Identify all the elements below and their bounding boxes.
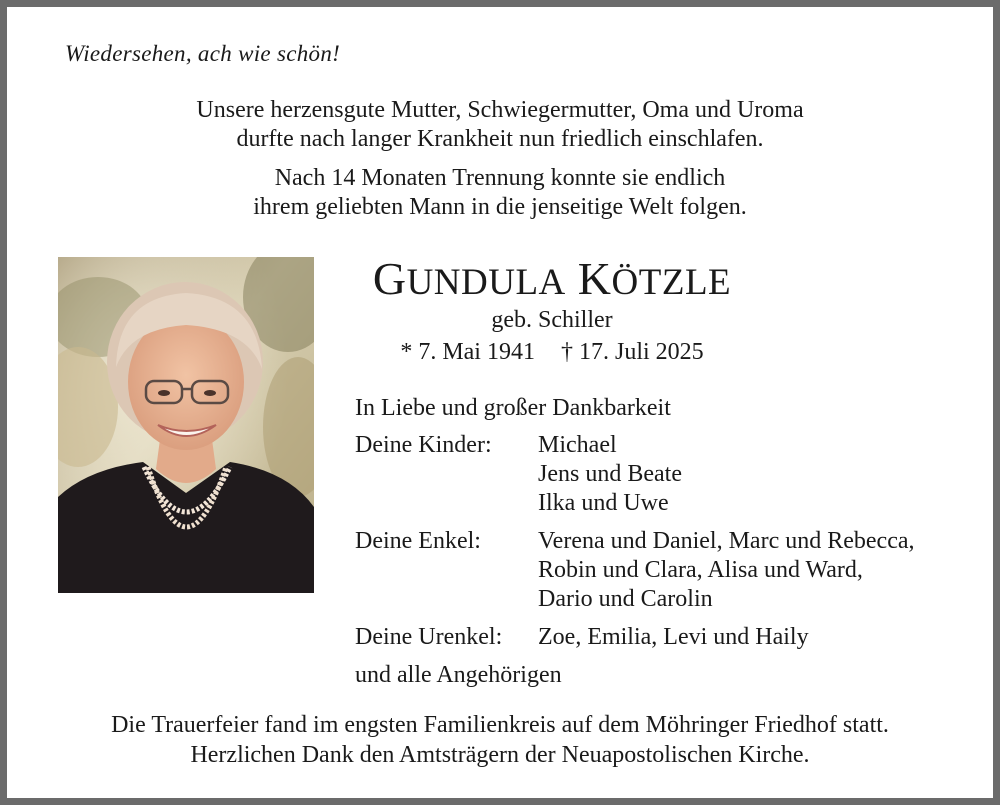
- funeral-notice-line: Die Trauerfeier fand im engsten Familienkreis auf dem Möhringer Friedhof statt.: [111, 712, 889, 738]
- intro-paragraph-1: [7, 96, 993, 154]
- intro-line: Nach 14 Monaten Trennung konnte sie endlich: [274, 165, 726, 191]
- portrait-illustration: [58, 257, 314, 593]
- intro-line: durfte nach langer Krankheit nun friedlich einschlafen.: [236, 126, 764, 152]
- funeral-notice: [7, 710, 993, 770]
- family-names-great-grandchildren: [538, 623, 809, 652]
- portrait-photo: [58, 257, 314, 593]
- family-name-line: Verena und Daniel, Marc und Rebecca,: [538, 528, 915, 554]
- family-name-line: Ilka und Uwe: [538, 490, 669, 516]
- intro-line: ihrem geliebten Mann in die jenseitige Welt folgen.: [253, 194, 747, 220]
- family-name-line: Jens und Beate: [538, 461, 682, 487]
- family-label-great-grandchildren: Deine Urenkel:: [355, 624, 503, 650]
- family-names-children: [538, 431, 682, 518]
- first-name-rest: UNDULA: [406, 262, 566, 303]
- deceased-name: [307, 254, 797, 308]
- last-name-rest: ÖTZLE: [611, 262, 732, 303]
- family-label-children: Deine Kinder:: [355, 432, 492, 458]
- closing-phrase: In Liebe und großer Dankbarkeit: [355, 395, 671, 421]
- intro-line: Unsere herzensgute Mutter, Schwiegermutter, Oma und Uroma: [196, 97, 804, 123]
- death-date: † 17. Juli 2025: [560, 339, 704, 365]
- intro-paragraph-2: [7, 164, 993, 222]
- family-name-line: Dario und Carolin: [538, 586, 713, 612]
- family-name-line: Robin und Clara, Alisa und Ward,: [538, 557, 863, 583]
- other-relatives: und alle Angehörigen: [355, 662, 562, 688]
- motto: Wiedersehen, ach wie schön!: [65, 41, 341, 66]
- life-dates: [307, 339, 797, 366]
- family-label-grandchildren: Deine Enkel:: [355, 528, 481, 554]
- birth-name: geb. Schiller: [491, 307, 613, 333]
- family-names-grandchildren: [538, 527, 915, 614]
- first-name-initial: G: [372, 253, 407, 304]
- family-name-line: Zoe, Emilia, Levi und Haily: [538, 624, 809, 650]
- birth-date: * 7. Mai 1941: [400, 339, 535, 365]
- funeral-notice-line: Herzlichen Dank den Amtsträgern der Neuapostolischen Kirche.: [190, 742, 810, 768]
- family-name-line: Michael: [538, 432, 617, 458]
- last-name-initial: K: [577, 253, 612, 304]
